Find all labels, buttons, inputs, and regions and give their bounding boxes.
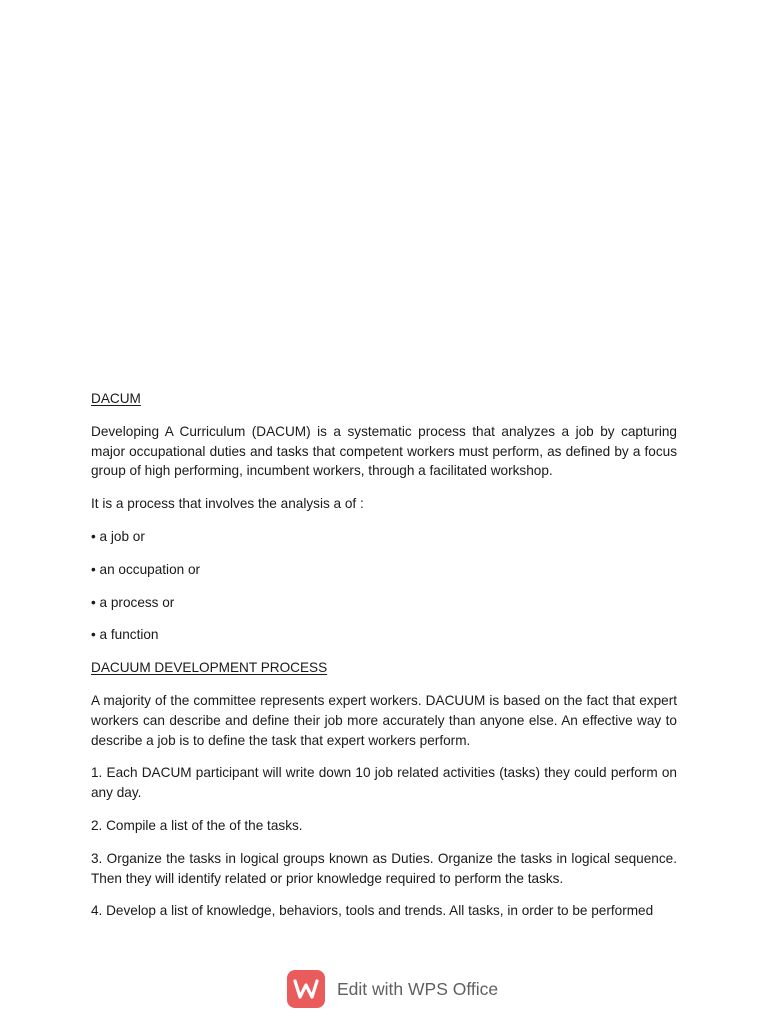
dacum-heading: DACUM [91, 391, 141, 406]
edit-with-wps-banner[interactable] [287, 968, 498, 1010]
wps-logo-icon [287, 970, 325, 1008]
bullet-item: • a job or [91, 528, 145, 544]
bullet-item: • an occupation or [91, 561, 201, 577]
document-body [91, 389, 677, 934]
step-paragraph: 1. Each DACUM participant will write down 10 job related activities (tasks) they could perform on any day. [91, 765, 677, 801]
step-paragraph: 3. Organize the tasks in logical groups known as Duties. Organize the tasks in logical sequence. Then they will identify related or prior knowledge required to perform the tasks. [91, 850, 677, 886]
analysis-lead-paragraph: It is a process that involves the analysis a of : [91, 496, 364, 512]
dacum-intro-paragraph: Developing A Curriculum (DACUM) is a systematic process that analyzes a job by capturing major occupational duties and tasks that competent workers must perform, as defined by a focus group of high performing, incumbent workers, through a facilitated workshop. [91, 423, 677, 479]
process-intro-paragraph: A majority of the committee represents expert workers. DACUUM is based on the fact that expert workers can describe and define their job more accurately than anyone else. An effective way to describe a job is to define the task that expert workers perform. [91, 692, 677, 748]
edit-with-wps-label: Edit with WPS Office [337, 978, 499, 999]
bullet-item: • a function [91, 627, 159, 643]
step-paragraph: 2. Compile a list of the of the tasks. [91, 817, 303, 833]
bullet-item: • a process or [91, 594, 175, 610]
step-paragraph: 4. Develop a list of knowledge, behaviors, tools and trends. All tasks, in order to be performed [91, 903, 654, 919]
process-heading: DACUUM DEVELOPMENT PROCESS [91, 660, 328, 676]
